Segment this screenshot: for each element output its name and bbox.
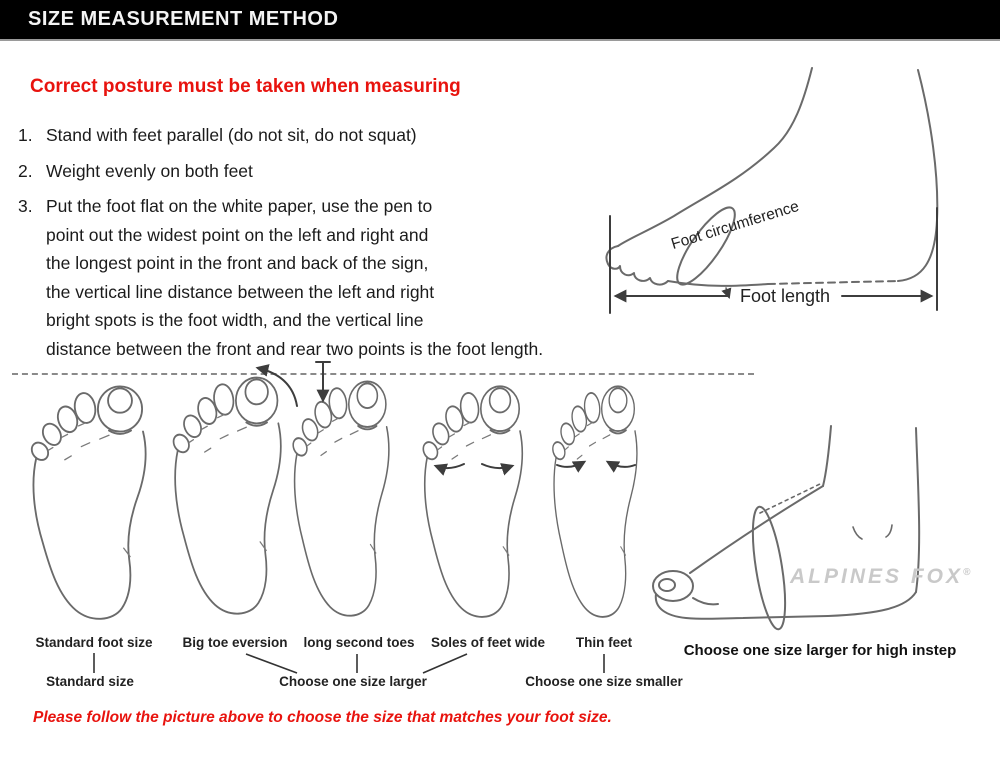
step-2 bbox=[18, 157, 578, 186]
step-number: 1. bbox=[18, 125, 33, 145]
foot-sole-standard bbox=[28, 377, 166, 629]
foot-sole-thin bbox=[550, 377, 652, 627]
label-soles-wide: Soles of feet wide bbox=[430, 635, 546, 650]
second-toe-measure-tick bbox=[312, 358, 334, 408]
registered-mark: ® bbox=[963, 567, 971, 578]
foot-sole-wide bbox=[420, 377, 540, 627]
foot-circumference-label: Foot circumference bbox=[669, 197, 802, 254]
step-text: Put the foot flat on the white paper, use the pen to point out the widest point on the left and right and the longest point in the front and back of the sign, the vertical line distance between the left and right bright spots is the foot width, and the vertical line distance between the front and rear two points is the foot length. bbox=[46, 196, 544, 359]
step-3 bbox=[18, 192, 578, 363]
foot-length-label: Foot length bbox=[739, 286, 831, 306]
wide-sole-arrows bbox=[428, 456, 520, 478]
side-foot-diagram bbox=[598, 58, 993, 320]
label-high-instep: Choose one size larger for high instep bbox=[683, 642, 957, 659]
label-thin-feet: Thin feet bbox=[575, 635, 633, 650]
page-title: SIZE MEASUREMENT METHOD bbox=[28, 8, 339, 30]
label-standard-foot-size: Standard foot size bbox=[35, 635, 153, 650]
step-text: Stand with feet parallel (do not sit, do not squat) bbox=[46, 125, 417, 145]
footer-note: Please follow the picture above to choose the size that matches your foot size. bbox=[33, 709, 612, 726]
label-connector-lines bbox=[0, 650, 700, 676]
brand-watermark: ALPINES FOX® bbox=[790, 565, 971, 588]
posture-heading: Correct posture must be taken when measuring bbox=[30, 76, 461, 97]
step-number: 2. bbox=[18, 160, 33, 181]
high-instep-foot-diagram bbox=[648, 418, 993, 643]
step-1 bbox=[18, 121, 578, 150]
advice-one-size-smaller: Choose one size smaller bbox=[525, 674, 683, 689]
step-text: Weight evenly on both feet bbox=[46, 160, 253, 181]
advice-one-size-larger: Choose one size larger bbox=[279, 674, 427, 689]
label-long-second-toes: long second toes bbox=[303, 635, 415, 650]
label-big-toe-eversion: Big toe eversion bbox=[182, 635, 288, 650]
foot-sole-long-second-toes bbox=[290, 372, 406, 626]
measurement-steps bbox=[18, 121, 578, 370]
step-number: 3. bbox=[18, 196, 33, 216]
header-bar bbox=[0, 0, 1000, 41]
thin-feet-arrows bbox=[552, 453, 640, 475]
advice-standard-size: Standard size bbox=[46, 674, 134, 689]
